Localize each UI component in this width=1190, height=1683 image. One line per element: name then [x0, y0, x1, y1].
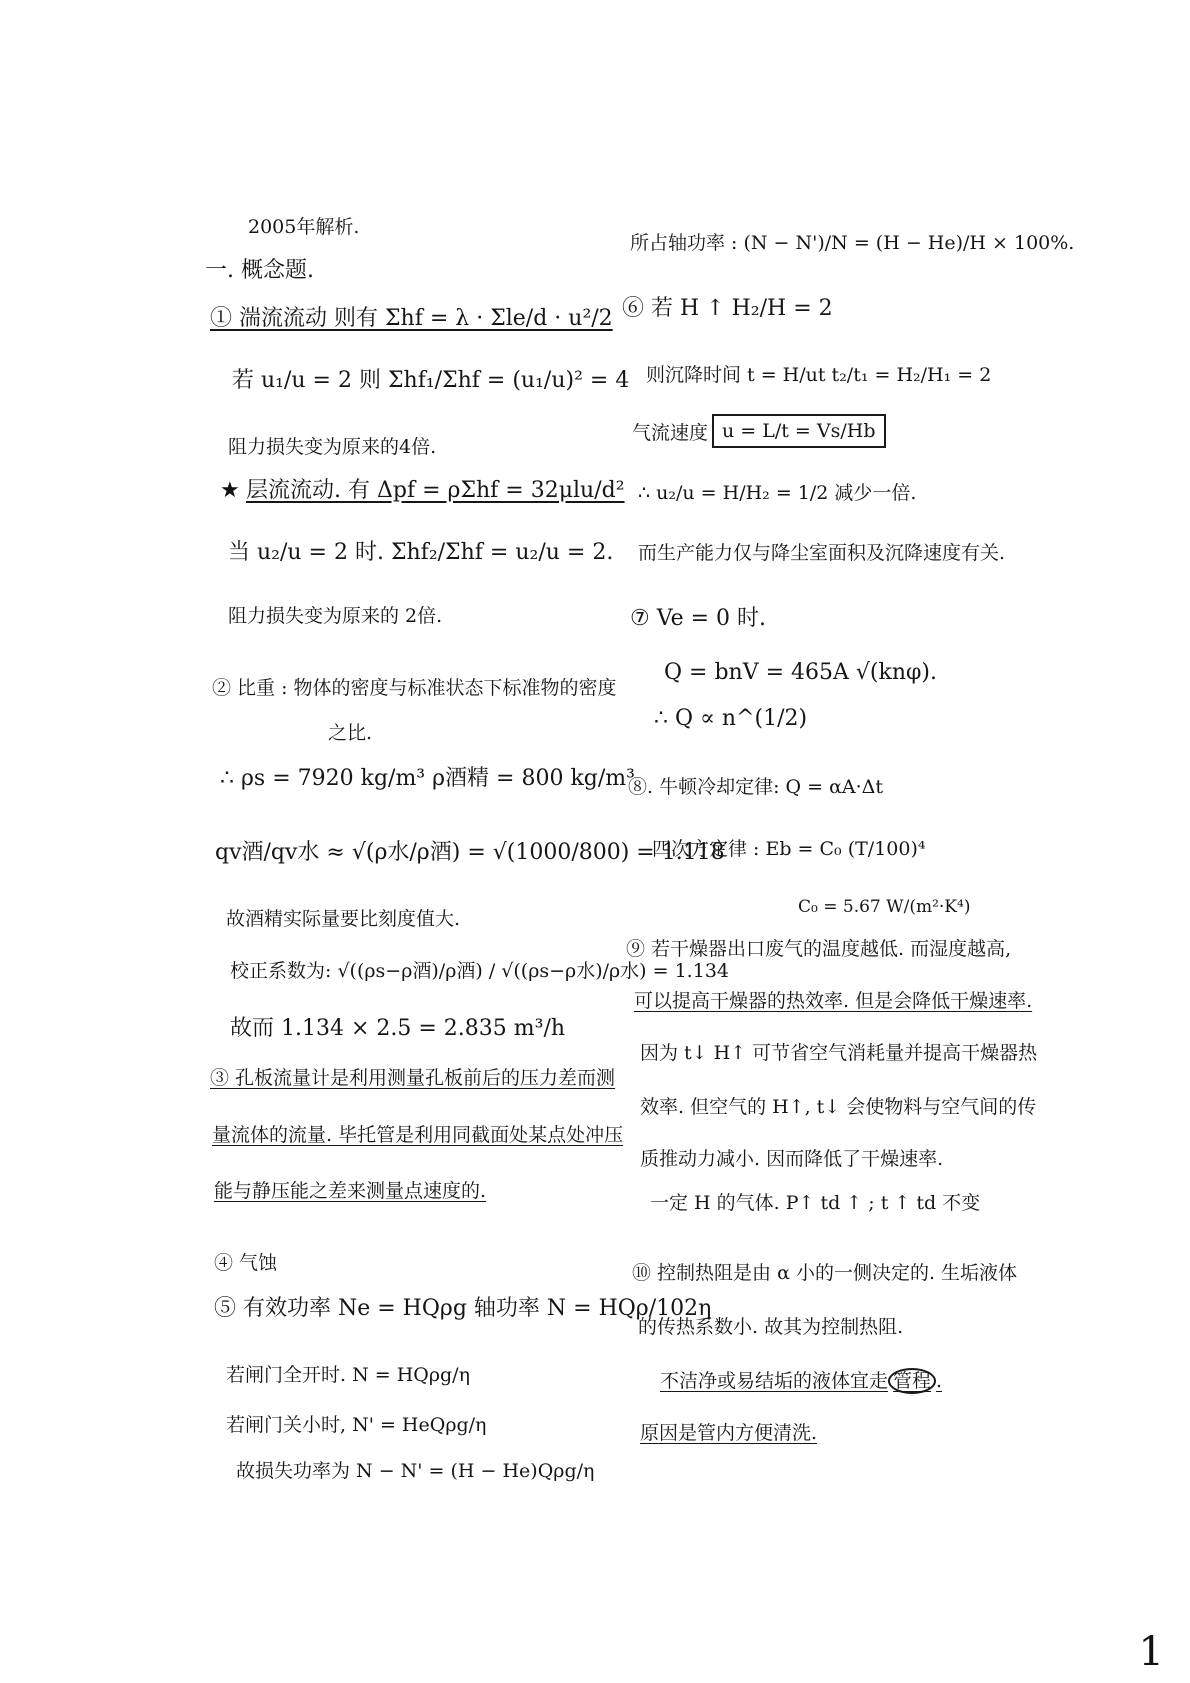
q5-line-2: 若闸门全开时. N = HQρg/η — [226, 1364, 470, 1386]
page-number: 1 — [1138, 1629, 1164, 1675]
q7-line-2: Q = bnV = 465A √(knφ). — [664, 660, 937, 685]
q8-line-1: ⑧. 牛顿冷却定律: Q = αA·Δt — [628, 776, 884, 798]
q1-line-4: 层流流动. 有 Δpf = ρΣhf = 32μlu/d² — [246, 478, 625, 503]
q3-line-2: 量流体的流量. 毕托管是利用同截面处某点处冲压 — [212, 1124, 624, 1146]
q6-line-5: 而生产能力仅与降尘室面积及沉降速度有关. — [638, 542, 1006, 564]
q2-line-1: ② 比重 : 物体的密度与标准状态下标准物的密度 — [212, 677, 617, 699]
q6-line-2: 则沉降时间 t = H/ut t₂/t₁ = H₂/H₁ = 2 — [646, 364, 992, 386]
q3-line-3: 能与静压能之差来测量点速度的. — [214, 1180, 487, 1202]
q9-line-2: 可以提高干燥器的热效率. 但是会降低干燥速率. — [634, 990, 1033, 1012]
q9-line-4: 效率. 但空气的 H↑, t↓ 会使物料与空气间的传 — [640, 1096, 1037, 1118]
q2-line-4: qv酒/qv水 ≈ √(ρ水/ρ酒) = √(1000/800) = 1.118 — [215, 840, 725, 865]
q10-line-3 — [660, 1368, 942, 1394]
star-mark-icon: ★ — [220, 478, 240, 503]
q10-line-4: 原因是管内方便清洗. — [640, 1422, 818, 1444]
q9-line-1: ⑨ 若干燥器出口废气的温度越低. 而湿度越高, — [626, 938, 1012, 960]
q1-line-6: 阻力损失变为原来的 2倍. — [228, 605, 443, 627]
q10-line-3-text: 不洁净或易结垢的液体宜走 — [660, 1370, 889, 1392]
r0-line: 所占轴功率 : (N − N')/N = (H − He)/H × 100%. — [630, 232, 1075, 254]
q5-line-4: 故损失功率为 N − N' = (H − He)Qρg/η — [236, 1460, 595, 1482]
q2-line-7: 故而 1.134 × 2.5 = 2.835 m³/h — [230, 1016, 566, 1041]
q9-line-3: 因为 t↓ H↑ 可节省空气消耗量并提高干燥器热 — [640, 1042, 1038, 1064]
q6-line-4: ∴ u₂/u = H/H₂ = 1/2 减少一倍. — [638, 482, 917, 504]
q6-boxed-formula: u = L/t = Vs/Hb — [712, 414, 886, 448]
circled-word: 管程 — [888, 1368, 936, 1394]
q7-line-3: ∴ Q ∝ n^(1/2) — [654, 706, 808, 731]
q2-line-3: ∴ ρs = 7920 kg/m³ ρ酒精 = 800 kg/m³ — [220, 766, 635, 791]
q9-line-6: 一定 H 的气体. P↑ td ↑ ; t ↑ td 不变 — [650, 1192, 981, 1214]
q2-line-2: 之比. — [328, 722, 373, 744]
q10-line-1: ⑩ 控制热阻是由 α 小的一侧决定的. 生垢液体 — [632, 1262, 1018, 1284]
q1-line-5: 当 u₂/u = 2 时. Σhf₂/Σhf = u₂/u = 2. — [228, 540, 614, 565]
q5-line-1: ⑤ 有效功率 Ne = HQρg 轴功率 N = HQρ/102η — [214, 1296, 712, 1321]
q2-line-6: 校正系数为: √((ρs−ρ酒)/ρ酒) / √((ρs−ρ水)/ρ水) = 1.134 — [230, 960, 729, 982]
section-heading: 一. 概念题. — [205, 258, 314, 283]
q2-line-5: 故酒精实际量要比刻度值大. — [226, 908, 461, 930]
q9-line-5: 质推动力减小. 因而降低了干燥速率. — [640, 1148, 944, 1170]
q3-line-1: ③ 孔板流量计是利用测量孔板前后的压力差而测 — [210, 1067, 616, 1089]
q8-line-3: C₀ = 5.67 W/(m²·K⁴) — [798, 897, 971, 917]
q6-line-1: ⑥ 若 H ↑ H₂/H = 2 — [622, 296, 833, 321]
q1-line-1: ① 湍流流动 则有 Σhf = λ · Σle/d · u²/2 — [210, 306, 613, 331]
q1-line-2: 若 u₁/u = 2 则 Σhf₁/Σhf = (u₁/u)² = 4 — [232, 368, 630, 393]
q6-line-3-label: 气流速度 — [632, 422, 709, 444]
notes-title: 2005年解析. — [248, 216, 360, 238]
q8-line-2: 四次方定律 : Eb = C₀ (T/100)⁴ — [652, 838, 926, 860]
q10-line-2: 的传热系数小. 故其为控制热阻. — [638, 1316, 904, 1338]
q5-line-3: 若闸门关小时, N' = HeQρg/η — [226, 1414, 487, 1436]
q7-line-1: ⑦ Ve = 0 时. — [630, 606, 767, 631]
q10-line-3-end: . — [936, 1370, 943, 1392]
q4-line-1: ④ 气蚀 — [214, 1252, 278, 1274]
q1-line-3: 阻力损失变为原来的4倍. — [228, 436, 437, 458]
